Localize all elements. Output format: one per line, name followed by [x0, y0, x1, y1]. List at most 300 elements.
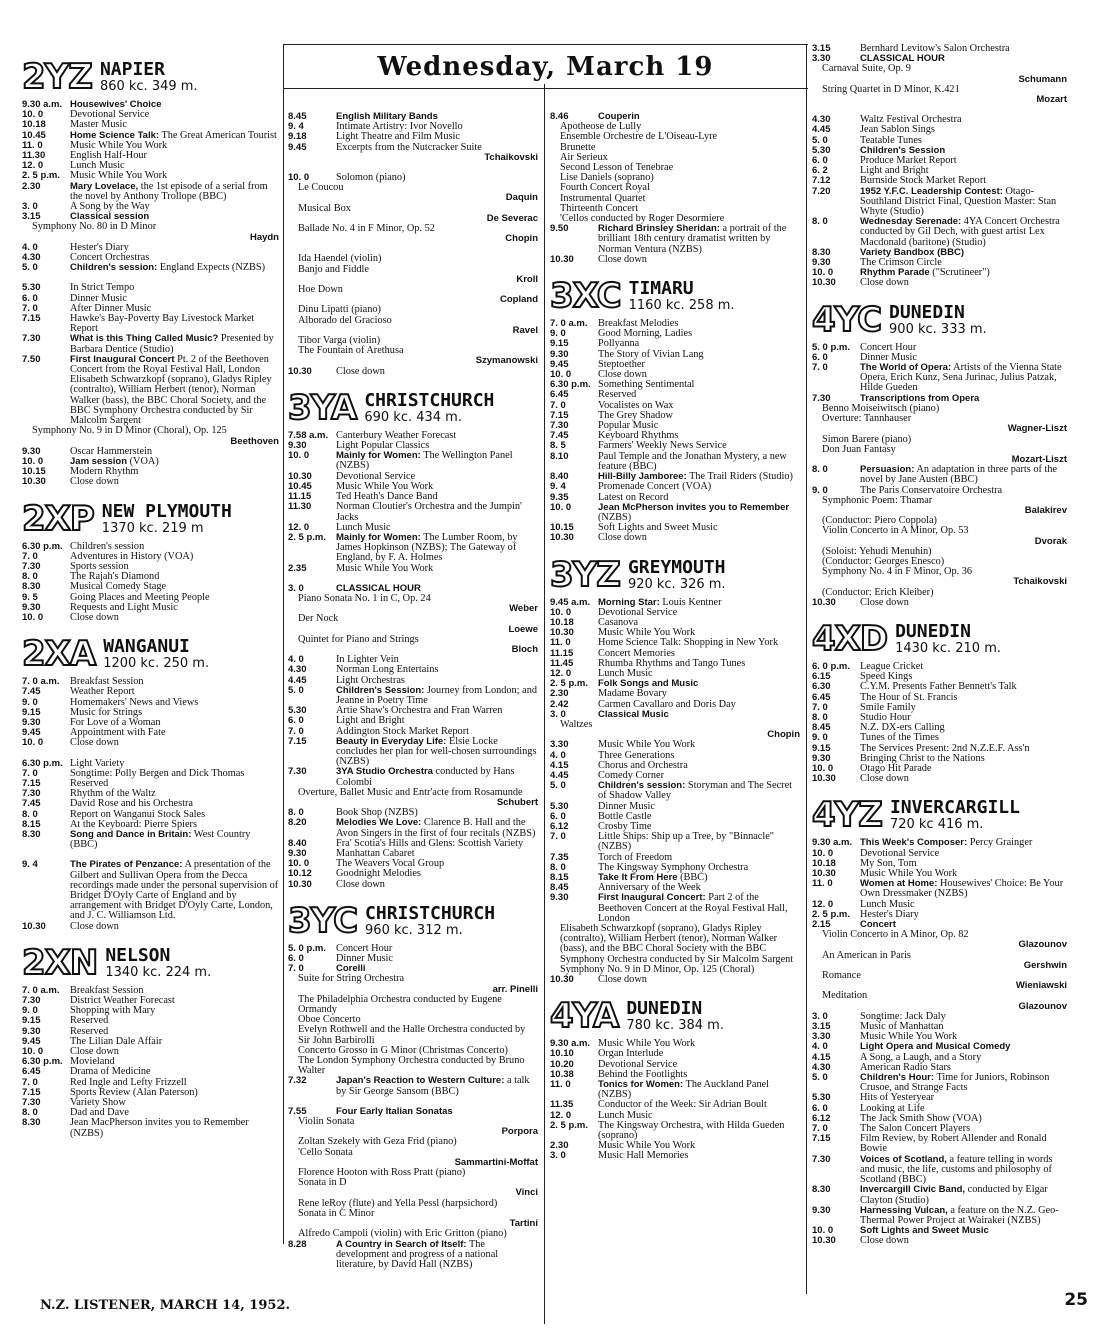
programme-text: Reserved	[70, 1025, 109, 1037]
programme-text: conducted by Hans Colombi	[336, 766, 515, 788]
programme-time: 9.30	[550, 348, 569, 360]
programme-entry	[550, 523, 800, 533]
programme-time: 9.30	[22, 601, 41, 613]
station-callsign: 3YC	[288, 900, 358, 941]
station-city: DUNEDIN	[626, 998, 703, 1020]
programme-entry	[812, 693, 1067, 703]
detail-text: Air Serieux	[560, 151, 608, 163]
programme-time: 10.30	[550, 253, 574, 265]
programme-text: Waltz Festival Orchestra	[860, 114, 962, 126]
programme-time: 10. 0	[812, 267, 834, 279]
programme-time: 5. 0	[812, 134, 828, 146]
station-frequency: 690 kc. 434 m.	[364, 409, 462, 425]
programme-entry	[22, 110, 279, 120]
programme-entry	[22, 1006, 279, 1016]
station-frequency: 960 kc. 312 m.	[365, 922, 463, 938]
programme-time: 12. 0	[812, 898, 834, 910]
programme-text: Looking at Life	[860, 1102, 925, 1114]
composer-name: Tchaikovski	[484, 151, 538, 163]
programme-time: 9. 4	[288, 121, 304, 133]
programme-time: 10.30	[22, 920, 46, 932]
programme-time: 7.15	[288, 735, 307, 747]
programme-time: 7.45	[22, 686, 41, 698]
programme-time: 4.45	[550, 769, 569, 781]
programme-time: 8. 0	[288, 807, 304, 819]
programme-detail	[812, 567, 1067, 587]
programme-time: 7. 0	[812, 701, 828, 713]
programme-text: Hits of Yesteryear	[860, 1092, 935, 1104]
programme-text: Artie Shaw's Orchestra and Fran Warren	[336, 705, 503, 717]
programme-title: Tonics for Women:	[598, 1079, 684, 1091]
programme-time: 11. 0	[22, 139, 43, 151]
column-3	[550, 112, 800, 1162]
composer-name: Chopin	[505, 233, 538, 245]
programme-text: The Story of Vivian Lang	[598, 348, 704, 360]
programme-text: Music While You Work	[598, 739, 696, 751]
programme-title: Persuasion:	[860, 464, 915, 476]
programme-title: 3YA Studio Orchestra	[336, 766, 433, 778]
programme-time: 4. 0	[550, 749, 566, 761]
programme-detail	[22, 222, 279, 242]
programme-text: Music While You Work	[70, 139, 168, 151]
programme-time: 7.30	[288, 766, 307, 778]
programme-time: 9.45	[550, 358, 569, 370]
station-frequency: 920 kc. 326 m.	[627, 576, 726, 592]
detail-text: Violin Concerto in A Minor, Op. 53	[822, 525, 969, 537]
programme-time: 7.15	[550, 409, 569, 421]
programme-time: 6.30	[812, 681, 831, 693]
programme-time: 10.18	[550, 616, 574, 628]
programme-text: Oscar Hammerstein	[70, 445, 153, 457]
programme-time: 9. 5	[22, 591, 38, 603]
programme-time: 7. 0	[22, 1076, 38, 1088]
programme-text: a talk by Sir George Sansom (BBC)	[336, 1075, 530, 1097]
programme-entry	[22, 334, 279, 354]
programme-text: Music While You Work	[598, 1038, 696, 1050]
programme-title: Children's session:	[70, 262, 158, 274]
detail-text: Der Nock	[298, 613, 339, 625]
composer-name: Tartini	[509, 1218, 538, 1230]
programme-text: Manhattan Cabaret	[336, 848, 415, 859]
programme-text: Hester's Diary	[860, 908, 919, 920]
detail-text: Alborado del Gracioso	[298, 314, 392, 326]
programme-text: Part 2 of the Beethoven Concert at the Royal Festival Hall, London	[598, 892, 788, 924]
programme-text: Breakfast Session	[70, 984, 144, 996]
detail-text: Ida Haendel (violin)	[298, 253, 382, 265]
detail-text: Overture: Tannhauser	[822, 413, 912, 425]
programme-title: Voices of Scotland,	[860, 1153, 947, 1165]
station-city: NAPIER	[99, 59, 165, 80]
programme-text: League Cricket	[860, 660, 924, 672]
programme-title: Take It From Here	[598, 872, 678, 883]
programme-time: 7. 0	[22, 550, 38, 562]
programme-text: Otago-Southland District Final, Question Master: Stan Whyte (Studio)	[860, 185, 1057, 218]
programme-text: Chorus and Orchestra	[598, 759, 688, 771]
programme-time: 2.30	[550, 1140, 569, 1152]
detail-text: Florence Hooton with Ross Pratt (piano)	[298, 1167, 466, 1179]
detail-text: Ballade No. 4 in F Minor, Op. 52	[298, 223, 435, 235]
station-frequency: 1200 kc. 250 m.	[103, 656, 210, 672]
programme-text: Steptoether	[598, 358, 645, 370]
programme-text: (VOA)	[129, 455, 159, 467]
programme-time: 7.32	[288, 1075, 307, 1087]
composer-name: De Severac	[486, 212, 538, 224]
programme-text: 4YA Concert Orchestra conducted by Gil Dech, with guest artist Lex Macdonald (baritone) (Studio)	[860, 216, 1060, 248]
programme-text: English Military Bands	[336, 111, 438, 122]
programme-time: 7.30	[812, 392, 831, 404]
programme-text: Close down	[598, 974, 647, 986]
programme-text: Norman Cloutier's Orchestra and the Jumpin' Jacks	[336, 501, 522, 523]
programme-text: The Grey Shadow	[598, 409, 673, 421]
programme-entry	[812, 764, 1067, 774]
programme-title: Mainly for Women:	[336, 531, 421, 543]
programme-text: Report on Wanganui Stock Sales	[70, 808, 206, 820]
programme-text: The Wellington Panel (NZBS)	[336, 450, 513, 472]
programme-title: First Inaugural Concert	[70, 353, 175, 365]
programme-text: a feature telling in words and music, the life, customs and philosophy of Scotland (BBC)	[860, 1153, 1053, 1186]
programme-time: 8. 5	[550, 440, 566, 452]
programme-time: 10.45	[288, 480, 312, 492]
programme-detail	[288, 974, 538, 994]
detail-text: Second Lesson of Tenebrae	[560, 162, 674, 174]
programme-entry	[22, 860, 279, 921]
programme-entry	[812, 703, 1067, 713]
programme-entry	[288, 502, 538, 522]
programme-time: 11.30	[22, 150, 46, 162]
station-header	[812, 790, 1067, 836]
programme-entry	[812, 1236, 1067, 1246]
composer-name: Daquin	[505, 192, 538, 204]
programme-text: Reserved	[70, 777, 109, 789]
station-header	[288, 383, 538, 428]
programme-text: Burnside Stock Market Report	[860, 175, 987, 187]
programme-time: 4.45	[288, 674, 307, 686]
programme-time: 6.30 p.m.	[22, 757, 63, 769]
programme-text: The Crimson Circle	[860, 257, 942, 269]
programme-text: Close down	[70, 737, 119, 749]
programme-text: Devotional Service	[598, 1058, 678, 1070]
programme-entry	[812, 343, 1067, 353]
programme-entry	[288, 533, 538, 564]
programme-time: 10.30	[288, 365, 312, 377]
programme-entry	[812, 1185, 1067, 1205]
programme-time: 2.15	[812, 919, 831, 931]
programme-time: 9.30	[22, 1025, 41, 1037]
programme-time: 6.45	[550, 389, 569, 401]
programme-text: Couperin	[598, 111, 640, 122]
programme-detail	[812, 951, 1067, 971]
programme-entry	[288, 944, 538, 954]
programme-entry	[22, 243, 279, 253]
programme-text: (NZBS)	[598, 511, 632, 523]
programme-time: 11.35	[550, 1099, 574, 1111]
detail-text: Apotheose de Lully	[560, 121, 642, 133]
programme-text: Housewives' Choice: Be Your Own Dressmaker (NZBS)	[860, 878, 1064, 900]
programme-text: In Strict Tempo	[70, 282, 135, 294]
programme-time: 8.20	[288, 817, 307, 829]
programme-entry	[22, 467, 279, 477]
composer-name: Weber	[509, 603, 538, 615]
composer-name: arr. Pinelli	[492, 983, 538, 995]
column-divider	[544, 84, 545, 1324]
programme-time: 2.30	[22, 180, 41, 192]
programme-time: 10.20	[550, 1058, 574, 1070]
programme-time: 11.15	[550, 647, 574, 659]
programme-entry	[22, 314, 279, 334]
programme-entry	[812, 1226, 1067, 1236]
programme-detail	[288, 1178, 538, 1198]
programme-entry	[550, 482, 800, 492]
station-frequency: 720 kc 416 m.	[889, 817, 984, 833]
programme-text: The Kingsway Orchestra, with Hilda Gueden (soprano)	[598, 1119, 785, 1142]
programme-text: Crosby Time	[598, 820, 652, 832]
programme-title: Women at Home:	[860, 878, 938, 890]
programme-text: Teatable Tunes	[860, 134, 922, 146]
programme-entry	[550, 761, 800, 771]
programme-time: 7.30	[812, 1153, 831, 1165]
station-city: GREYMOUTH	[627, 556, 726, 578]
programme-text: Corelli	[336, 963, 366, 975]
station-callsign: 3XC	[550, 276, 621, 317]
programme-time: 7.58 a.m.	[288, 429, 329, 441]
detail-text: String Quartet in D Minor, K.421	[822, 83, 960, 95]
station-frequency: 1160 kc. 258 m.	[628, 298, 735, 314]
programme-time: 4.15	[812, 1051, 831, 1063]
programme-text: Ted Heath's Dance Band	[336, 491, 438, 503]
programme-entry	[812, 156, 1067, 166]
programme-time: 5.30	[550, 800, 569, 812]
programme-time: 8.10	[550, 450, 569, 462]
detail-text: Don Juan Fantasy	[822, 443, 896, 455]
programme-time: 7.15	[22, 777, 41, 789]
programme-time: 9.15	[812, 742, 831, 754]
programme-entry	[812, 217, 1067, 248]
programme-entry	[550, 781, 800, 801]
programme-time: 9. 0	[812, 484, 828, 496]
programme-entry	[812, 115, 1067, 125]
programme-entry	[22, 552, 279, 562]
programme-entry	[22, 457, 279, 467]
detail-text: Symphonic Poem: Thamar	[822, 494, 933, 506]
station-header	[812, 295, 1067, 340]
detail-text: An American in Paris	[822, 949, 911, 961]
programme-entry	[22, 1037, 279, 1047]
programme-text: An adaptation in three parts of the novel by Jane Austen (BBC)	[860, 464, 1058, 486]
programme-text: Soft Lights and Sweet Music	[598, 522, 718, 534]
programme-text: The Lumber Room, by James Hopkinson (NZBS); The Gateway of England, by F. A. Holmes	[336, 531, 518, 564]
programme-time: 5.30	[22, 282, 41, 294]
programme-text: Music While You Work	[860, 868, 958, 879]
programme-text: Close down	[70, 611, 119, 623]
programme-text: Percy Grainger	[969, 837, 1033, 849]
programme-text: Norman Long Entertains	[336, 664, 439, 676]
programme-text: The Great American Tourist	[161, 129, 277, 141]
station-header	[550, 991, 800, 1037]
programme-time: 7. 0 a.m.	[550, 318, 588, 330]
detail-text: Hoe Down	[298, 284, 343, 296]
detail-text: Brunette	[560, 141, 596, 153]
programme-text: Music While You Work	[336, 480, 434, 492]
programme-entry	[22, 141, 279, 151]
programme-time: 8.45	[288, 111, 307, 122]
station-frequency: 780 kc. 384 m.	[626, 1018, 724, 1034]
programme-time: 10. 0	[22, 611, 44, 623]
programme-title: The Pirates of Penzance:	[70, 859, 183, 871]
station-callsign: 2XA	[22, 634, 96, 675]
programme-text: Storyman and The Secret of Shadow Valley	[598, 780, 793, 802]
programme-time: 10. 0	[288, 450, 310, 462]
programme-text: Comedy Corner	[598, 769, 665, 781]
programme-text: The Trail Riders (Studio)	[689, 471, 793, 483]
programme-time: 3. 0	[22, 201, 38, 213]
programme-title: A Country in Search of Itself:	[336, 1238, 467, 1250]
programme-time: 7.30	[22, 1097, 41, 1109]
programme-entry	[550, 350, 800, 360]
station-callsign: 4YC	[812, 299, 882, 340]
programme-time: 10.30	[812, 868, 836, 879]
programme-entry	[812, 1093, 1067, 1103]
programme-text: Homemakers' News and Views	[70, 696, 199, 708]
programme-time: 9.30	[812, 257, 831, 269]
programme-time: 8.40	[288, 837, 307, 849]
programme-time: 9.15	[22, 706, 41, 718]
programme-entry	[288, 451, 538, 471]
programme-time: 7.45	[22, 798, 41, 810]
programme-time: 9.45	[22, 727, 41, 739]
programme-entry	[812, 662, 1067, 672]
detail-text: Suite for String Orchestra	[298, 973, 405, 985]
station-city: WANGANUI	[103, 636, 190, 658]
programme-text: Concert	[860, 919, 896, 931]
programme-text: Music Hall Memories	[598, 1150, 689, 1162]
programme-text: Songtime: Polly Bergen and Dick Thomas	[70, 767, 245, 779]
programme-time: 7. 0	[550, 399, 566, 411]
programme-entry	[812, 910, 1067, 920]
programme-text: conducted by Elgar Clayton (Studio)	[860, 1184, 1048, 1206]
programme-time: 12. 0	[288, 521, 310, 533]
programme-text: Hester's Diary	[70, 241, 129, 253]
composer-name: Chopin	[767, 729, 800, 741]
programme-text: A Song by the Way	[70, 201, 150, 213]
programme-time: 12. 0	[550, 1109, 572, 1121]
programme-title: 1952 Y.F.C. Leadership Contest:	[860, 185, 1003, 197]
detail-text: Musical Box	[298, 202, 351, 214]
programme-entry	[550, 802, 800, 812]
programme-entry	[812, 1206, 1067, 1226]
detail-text: Benno Moiseiwitsch (piano)	[822, 402, 940, 414]
programme-text: The Hour of St. Francis	[860, 691, 958, 703]
programme-text: Speed Kings	[860, 671, 913, 683]
programme-text: Close down	[70, 920, 119, 932]
programme-time: 8.45	[812, 722, 831, 734]
programme-title: Children's session:	[598, 780, 686, 792]
programme-title: Morning Star:	[598, 596, 660, 608]
programme-entry	[22, 100, 279, 110]
programme-time: 8.30	[22, 581, 41, 593]
programme-entry	[22, 830, 279, 850]
programme-detail	[288, 1148, 538, 1168]
programme-time: 9.30	[288, 848, 307, 859]
station-frequency: 1370 kc. 219 m	[101, 520, 204, 536]
programme-entry	[288, 367, 538, 377]
programme-time: 10.30	[812, 773, 836, 785]
programme-time: 10. 0	[288, 172, 310, 184]
programme-time: 4. 0	[812, 1041, 828, 1053]
programme-text: Conductor of the Week: Sir Adrian Boult	[598, 1099, 767, 1111]
programme-time: 12. 0	[550, 667, 572, 679]
programme-time: 7.15	[812, 1133, 831, 1145]
detail-text: (Soloist: Yehudi Menuhin)	[822, 545, 932, 557]
programme-entry	[550, 812, 800, 822]
programme-time: 9.45	[288, 141, 307, 153]
column-2	[288, 112, 538, 1270]
programme-entry	[812, 125, 1067, 135]
detail-text: Ensemble Orchestre de L'Oiseau-Lyre	[560, 131, 718, 143]
programme-entry	[550, 679, 800, 689]
programme-text: Book Shop (NZBS)	[336, 807, 418, 819]
programme-detail	[550, 965, 800, 975]
detail-text: Meditation	[822, 990, 868, 1002]
detail-text: Banjo and Fiddle	[298, 263, 369, 275]
programme-text: Breakfast Melodies	[598, 318, 679, 330]
programme-time: 10.15	[22, 466, 46, 478]
programme-time: 8.45	[550, 882, 569, 894]
programme-time: 2. 5 p.m.	[550, 1119, 589, 1131]
programme-detail	[288, 594, 538, 614]
programme-time: 6.12	[812, 1112, 831, 1124]
programme-time: 4.45	[812, 124, 831, 136]
programme-time: 4.30	[812, 1061, 831, 1073]
programme-time: 10.15	[550, 522, 574, 534]
programme-time: 8. 0	[812, 464, 828, 476]
detail-text: Concerto Grosso in G Minor (Christmas Concerto)	[298, 1044, 508, 1056]
station-header	[288, 896, 538, 941]
programme-text: English Half-Hour	[70, 150, 147, 162]
programme-text: Music While You Work	[336, 562, 434, 574]
programme-entry	[288, 665, 538, 675]
station-frequency: 1430 kc. 210 m.	[895, 640, 1001, 656]
programme-title: Rhythm Parade	[860, 267, 930, 279]
programme-time: 10. 0	[288, 858, 310, 870]
composer-name: Szymanowski	[475, 355, 538, 367]
programme-text: Music While You Work	[860, 1031, 958, 1043]
programme-text: Fra' Scotia's Hills and Glens: Scottish Variety	[336, 837, 524, 849]
programme-text: Lunch Music	[860, 898, 915, 910]
programme-text: Casanova	[598, 616, 639, 628]
programme-time: 5. 0	[550, 780, 566, 792]
programme-text: Artists of the Vienna State Opera, Erich Kunz, Sena Jurinac, Julius Patzak, Hilde Gueden	[860, 362, 1062, 394]
detail-text: The Fountain of Arethusa	[298, 345, 404, 357]
programme-entry	[812, 849, 1067, 859]
composer-name: Wagner-Liszt	[1007, 423, 1067, 435]
programme-text: Paul Temple and the Jonathan Mystery, a new feature (BBC)	[598, 450, 787, 472]
programme-title: Melodies We Love:	[336, 817, 422, 829]
programme-entry	[550, 1121, 800, 1141]
programme-text: Canterbury Weather Forecast	[336, 429, 457, 441]
programme-text: Jean Sablon Sings	[860, 124, 935, 136]
programme-title: Children's Hour:	[860, 1072, 935, 1084]
detail-text: Waltzes	[560, 718, 593, 730]
programme-detail	[812, 85, 1067, 105]
programme-time: 11.45	[550, 657, 574, 669]
programme-text: Presented by Barbara Dentice (Studio)	[70, 333, 274, 355]
programme-text: Bernhard Levitow's Salon Orchestra	[860, 43, 1010, 54]
programme-detail	[288, 183, 538, 203]
programme-time: 9.35	[550, 491, 569, 503]
programme-entry	[288, 1240, 538, 1271]
programme-time: 3. 0	[550, 1150, 566, 1162]
programme-text: a portrait of the brilliant 18th century dramatist written by Norman Ventura (NZBS)	[598, 223, 787, 255]
